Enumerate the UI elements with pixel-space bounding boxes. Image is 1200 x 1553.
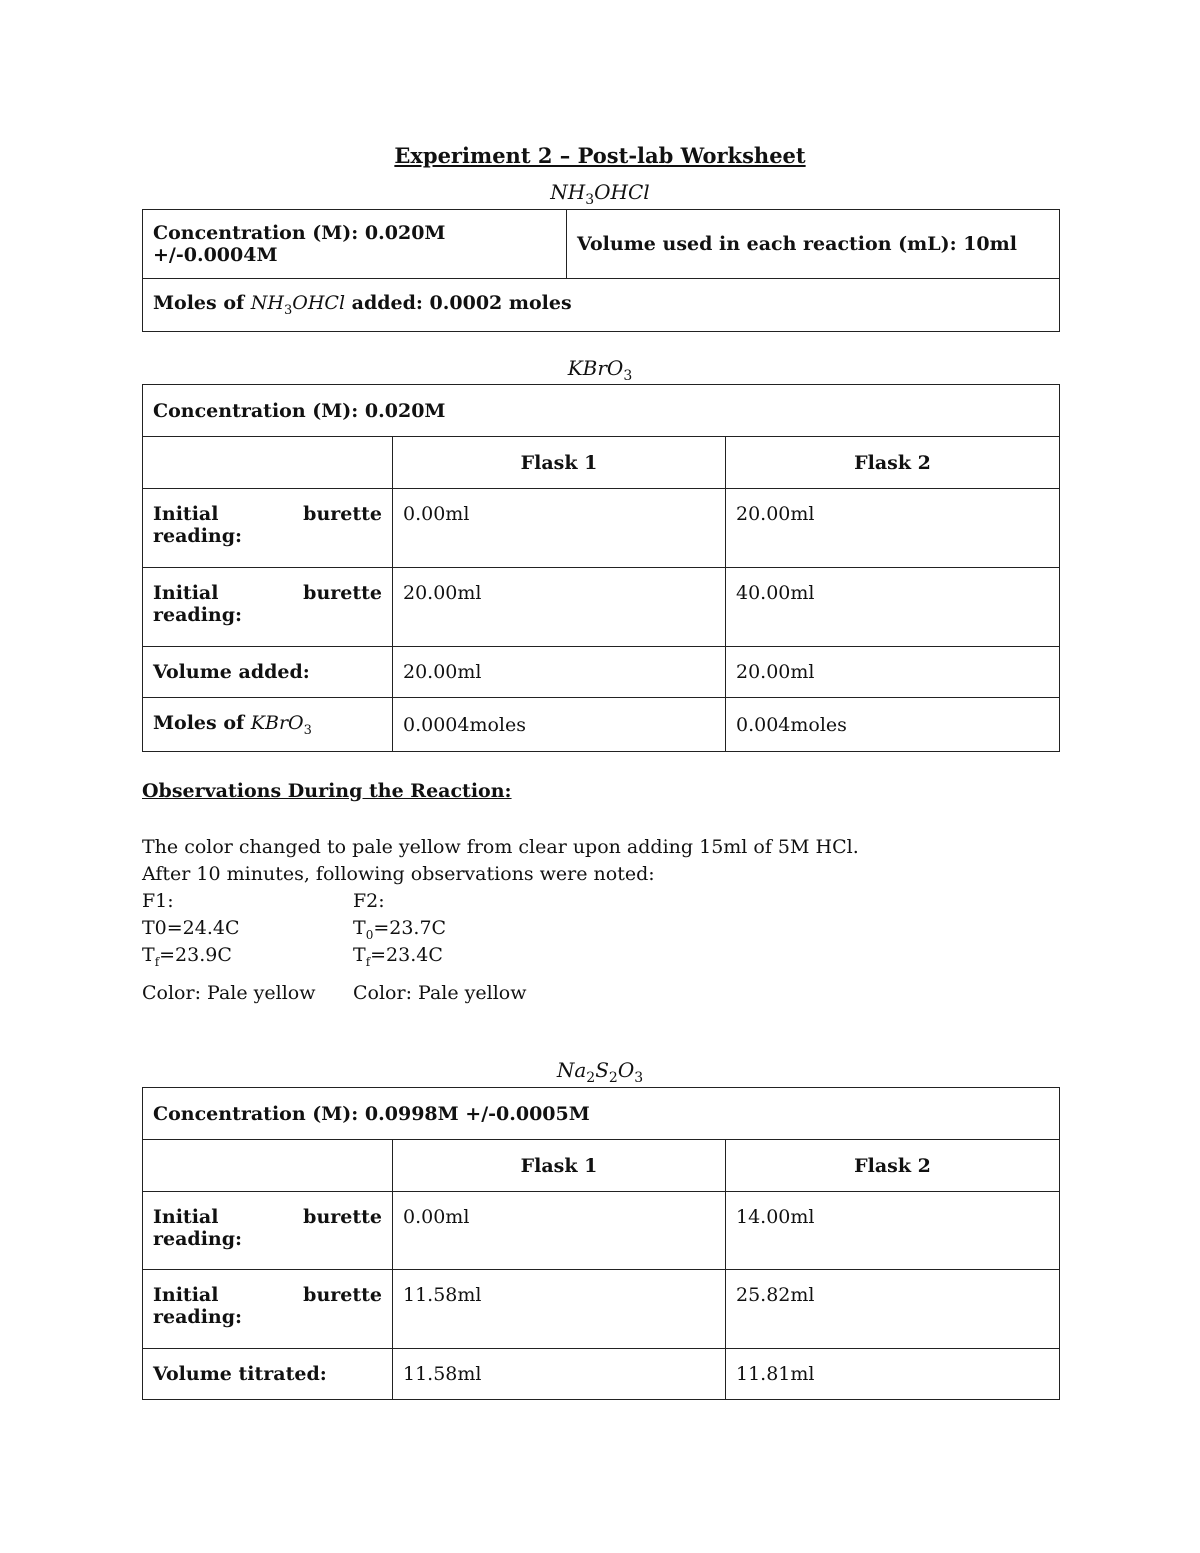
label-word: reading: xyxy=(153,1228,243,1250)
empty-cell xyxy=(143,1140,393,1192)
nh3ohcl-formula-heading xyxy=(0,180,1200,208)
table-row xyxy=(143,1140,1060,1192)
kbro3-row1-flask1: 0.00ml xyxy=(393,489,726,568)
f1-tf xyxy=(142,942,232,976)
tf-prefix: T xyxy=(353,944,366,966)
f2-color: Color: Pale yellow xyxy=(353,982,527,1004)
table-row xyxy=(143,385,1060,437)
formula-sub: 2 xyxy=(586,1070,596,1086)
table-row xyxy=(143,210,1060,279)
label-word: burette xyxy=(303,1284,382,1306)
label-word: Initial xyxy=(153,582,219,604)
formula-part: S xyxy=(595,1058,609,1082)
kbro3-volume-label: Volume added: xyxy=(143,647,393,698)
f1-color: Color: Pale yellow xyxy=(142,982,316,1004)
formula-part: O xyxy=(617,1058,635,1082)
nh3ohcl-moles xyxy=(143,279,1060,332)
label-word: reading: xyxy=(153,604,243,626)
tf-prefix: T xyxy=(142,944,155,966)
page-title: Experiment 2 – Post-lab Worksheet xyxy=(394,143,806,168)
na2s2o3-formula-heading xyxy=(0,1058,1200,1086)
label-word: reading: xyxy=(153,1306,243,1328)
formula-part: Na xyxy=(556,1058,587,1082)
formula-part: KBrO xyxy=(250,711,304,734)
kbro3-volume-flask2: 20.00ml xyxy=(726,647,1060,698)
nh3ohcl-formula-main: NH xyxy=(550,180,586,204)
na2s2o3-row1-flask2: 14.00ml xyxy=(726,1192,1060,1270)
na2s2o3-volume-flask2: 11.81ml xyxy=(726,1349,1060,1400)
table-row xyxy=(143,1270,1060,1349)
f2-label: F2: xyxy=(353,890,385,912)
na2s2o3-header-flask1: Flask 1 xyxy=(393,1140,726,1192)
tf-value: =23.9C xyxy=(159,944,232,966)
label-word: Initial xyxy=(153,1206,219,1228)
na2s2o3-row1-flask1: 0.00ml xyxy=(393,1192,726,1270)
na2s2o3-concentration: Concentration (M): 0.0998M +/-0.0005M xyxy=(143,1088,1060,1140)
kbro3-table xyxy=(142,384,1060,752)
nh3ohcl-volume: Volume used in each reaction (mL): 10ml xyxy=(567,210,1060,279)
nh3ohcl-moles-formula xyxy=(250,292,346,318)
kbro3-moles-formula xyxy=(250,711,312,738)
kbro3-formula-main: KBrO xyxy=(567,356,624,380)
tf-sub: f xyxy=(365,954,371,969)
observations-line1: The color changed to pale yellow from clear upon adding 15ml of 5M HCl. xyxy=(142,836,859,858)
empty-cell xyxy=(143,437,393,489)
na2s2o3-row2-flask2: 25.82ml xyxy=(726,1270,1060,1349)
f1-label: F1: xyxy=(142,890,174,912)
t0-prefix: T xyxy=(353,917,366,939)
formula-part: OHCl xyxy=(292,292,346,314)
tf-value: =23.4C xyxy=(370,944,443,966)
kbro3-header-flask2: Flask 2 xyxy=(726,437,1060,489)
nh3ohcl-table xyxy=(142,209,1060,332)
formula-sub: 2 xyxy=(608,1070,618,1086)
table-row xyxy=(143,1192,1060,1270)
label-word: burette xyxy=(303,582,382,604)
nh3ohcl-formula-sub: 3 xyxy=(585,192,595,208)
kbro3-row2-flask1: 20.00ml xyxy=(393,568,726,647)
label-word: Initial xyxy=(153,1284,219,1306)
t0-sub: 0 xyxy=(365,927,374,942)
observations-heading: Observations During the Reaction: xyxy=(142,780,512,802)
nh3ohcl-moles-suffix: added: 0.0002 moles xyxy=(351,292,572,314)
f2-tf xyxy=(353,942,443,976)
kbro3-formula-heading xyxy=(0,356,1200,384)
table-row xyxy=(143,489,1060,568)
table-row xyxy=(143,437,1060,489)
table-row xyxy=(143,647,1060,698)
label-word: reading: xyxy=(153,525,243,547)
formula-part: NH xyxy=(250,292,284,314)
kbro3-volume-flask1: 20.00ml xyxy=(393,647,726,698)
kbro3-row2-flask2: 40.00ml xyxy=(726,568,1060,647)
moles-prefix: Moles of xyxy=(153,711,245,734)
kbro3-moles-flask2: 0.004moles xyxy=(726,698,1060,752)
table-row xyxy=(143,568,1060,647)
table-row xyxy=(143,698,1060,752)
observations-line2: After 10 minutes, following observations were noted: xyxy=(142,863,655,885)
kbro3-row1-flask2: 20.00ml xyxy=(726,489,1060,568)
na2s2o3-row1-label xyxy=(143,1192,393,1270)
na2s2o3-table xyxy=(142,1087,1060,1400)
na2s2o3-header-flask2: Flask 2 xyxy=(726,1140,1060,1192)
kbro3-row1-label xyxy=(143,489,393,568)
na2s2o3-row2-flask1: 11.58ml xyxy=(393,1270,726,1349)
kbro3-moles-flask1: 0.0004moles xyxy=(393,698,726,752)
label-word: burette xyxy=(303,1206,382,1228)
table-row xyxy=(143,279,1060,332)
label-word: Initial xyxy=(153,503,219,525)
label-word: burette xyxy=(303,503,382,525)
kbro3-header-flask1: Flask 1 xyxy=(393,437,726,489)
formula-sub: 3 xyxy=(634,1070,644,1086)
nh3ohcl-moles-prefix: Moles of xyxy=(153,292,245,314)
kbro3-row2-label xyxy=(143,568,393,647)
formula-sub: 3 xyxy=(284,303,293,318)
kbro3-formula-sub: 3 xyxy=(623,368,633,384)
na2s2o3-volume-flask1: 11.58ml xyxy=(393,1349,726,1400)
f1-t0: T0=24.4C xyxy=(142,917,240,939)
tf-sub: f xyxy=(154,954,160,969)
nh3ohcl-concentration: Concentration (M): 0.020M +/-0.0004M xyxy=(143,210,567,279)
na2s2o3-volume-label: Volume titrated: xyxy=(143,1349,393,1400)
formula-sub: 3 xyxy=(303,722,312,738)
t0-value: =23.7C xyxy=(373,917,447,939)
kbro3-concentration: Concentration (M): 0.020M xyxy=(143,385,1060,437)
table-row xyxy=(143,1349,1060,1400)
kbro3-moles-label xyxy=(143,698,393,752)
na2s2o3-row2-label xyxy=(143,1270,393,1349)
table-row xyxy=(143,1088,1060,1140)
nh3ohcl-formula-tail: OHCl xyxy=(594,180,650,204)
